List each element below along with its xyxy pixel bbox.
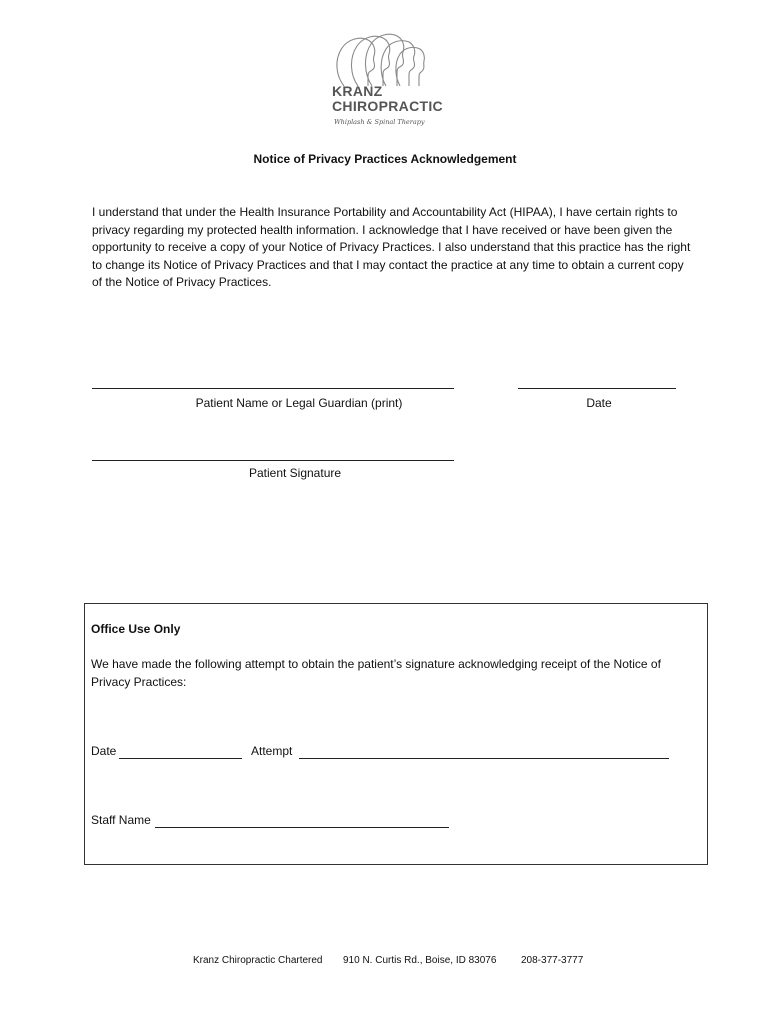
office-date-label: Date [91,744,117,758]
attempt-line[interactable] [299,758,669,759]
document-title: Notice of Privacy Practices Acknowledgement [253,152,517,166]
attempt-label: Attempt [251,744,293,758]
profile-heads-icon [330,30,430,88]
company-logo [328,30,448,130]
footer-company: Kranz Chiropractic Chartered [193,955,323,966]
office-use-text: We have made the following attempt to obtain the patient’s signature acknowledging receipt of the Notice of Privacy Practices: [91,657,661,689]
logo-name [332,84,443,114]
footer-address: 910 N. Curtis Rd., Boise, ID 83076 [343,955,497,966]
date-label: Date [586,396,612,410]
patient-signature-label: Patient Signature [248,466,342,480]
logo-name-line1: KRANZ [332,83,383,99]
office-date-line[interactable] [119,758,242,759]
staff-name-label: Staff Name [91,813,151,827]
logo-name-line2: CHIROPRACTIC [332,98,443,114]
office-use-box [84,603,708,865]
date-line[interactable] [518,388,676,389]
patient-signature-line[interactable] [92,460,454,461]
staff-name-line[interactable] [155,827,449,828]
acknowledgement-paragraph: I understand that under the Health Insurance Portability and Accountability Act (HIPAA), I have certain rights to privacy regarding my protected health information. I acknowledge that I have received or have been given the opportunity to receive a copy of your Notice of Privacy Practices. I also understand that this practice has the right to change its Notice of Privacy Practices and that I may contact the practice at any time to obtain a current copy of the Notice of Privacy Practices. [92,205,691,290]
patient-name-label: Patient Name or Legal Guardian (print) [195,396,403,410]
footer-phone: 208-377-3777 [521,955,584,966]
logo-tagline: Whiplash & Spinal Therapy [334,118,425,126]
patient-name-line[interactable] [92,388,454,389]
office-use-title: Office Use Only [91,622,181,636]
